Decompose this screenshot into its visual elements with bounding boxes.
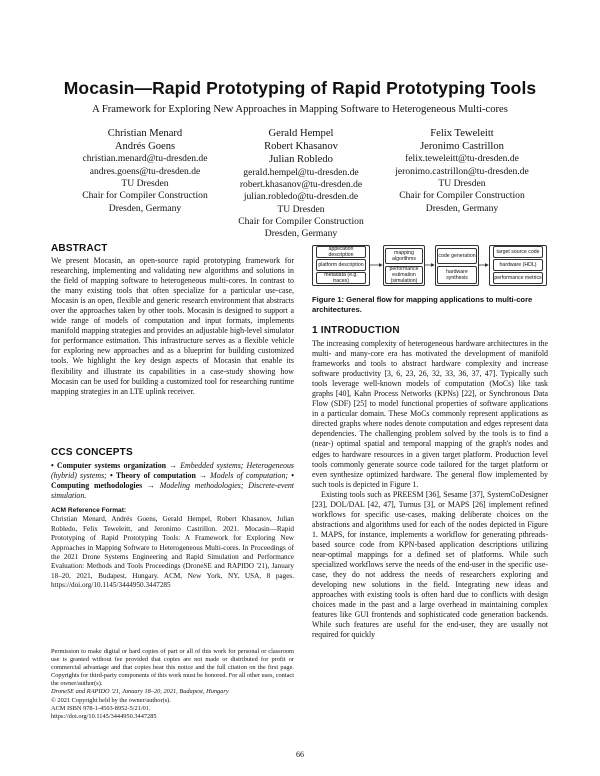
acm-ref-text: Christian Menard, Andrés Goens, Gerald Hempel, Robert Khasanov, Julian Robledo, Felix Teweleitt, and Jeronimo Castrillon. 2021. Mocasin—Rapid Prototyping of Rapid Prototyping Tools: A Framework for Exploring New Approaches in Mapping Software to Heterogeneous Multi-cores. In Proceedings of the 2021 Drone Systems Engineering and Rapid Simulation and Performance Evaluation: Methods and Tools Proceedings (DroneSE and RAPIDO '21), January 18–20, 2021, Budapest, Hungary. ACM, New York, NY, USA, 8 pages. https://doi.org/10.1145/3444950.3447285 bbox=[51, 515, 294, 590]
author-email: jeronimo.castrillon@tu-dresden.de bbox=[395, 165, 529, 177]
figure-box-codegen: code generation bbox=[437, 248, 477, 264]
author-affiliation: TU Dresden bbox=[438, 178, 486, 189]
ccs-item-bold: • Theory of computation bbox=[110, 471, 196, 481]
permission-text: Permission to make digital or hard copies of part or all of this work for personal or classroom use is granted without fee provided that copies are not made or distributed for profit or commercial advantage and that copies bear this notice and the full citation on the first page. Copyrights for third-party components of this work must be honored. For all other uses, contact the owner/author(s). bbox=[51, 648, 294, 688]
isbn-line: ACM ISBN 978-1-4503-8952-5/21/01. bbox=[51, 704, 151, 712]
ccs-item-rest: → Modeling methodologies; Discrete-event simulation. bbox=[51, 481, 294, 501]
author-email: christian.menard@tu-dresden.de bbox=[82, 153, 208, 165]
figure-box-application: application description bbox=[316, 246, 366, 258]
author-affiliation: Chair for Compiler Construction bbox=[399, 190, 525, 202]
copyright-line: © 2021 Copyright held by the owner/author(s). bbox=[51, 696, 171, 704]
author-name: Christian Menard bbox=[107, 128, 183, 139]
author-name: Julian Robledo bbox=[269, 154, 333, 166]
acm-reference bbox=[51, 506, 294, 591]
author-location: Dresden, Germany bbox=[425, 202, 499, 214]
author-name: Felix Teweleitt bbox=[430, 128, 494, 139]
page-number: 66 bbox=[296, 750, 304, 759]
ccs-item-rest: → Models of computation; bbox=[195, 471, 292, 481]
figure-caption: Figure 1: General flow for mapping applications to multi-core architectures. bbox=[312, 295, 533, 314]
figure-box-performance: performance estimation (simulation) bbox=[385, 266, 423, 284]
author-location: Dresden, Germany bbox=[108, 202, 182, 214]
figure-box-target-code: target source code bbox=[493, 246, 543, 258]
ccs-heading: CCS CONCEPTS bbox=[51, 447, 133, 458]
ccs-concepts bbox=[51, 461, 294, 501]
intro-heading: 1 INTRODUCTION bbox=[312, 325, 400, 336]
author-name: Robert Khasanov bbox=[264, 141, 338, 153]
acm-ref-heading: ACM Reference Format: bbox=[51, 507, 127, 514]
author-affiliation: Chair for Compiler Construction bbox=[238, 215, 364, 227]
intro-paragraph-2: Existing tools such as PREESM [36], Sesame [37], SystemCoDesigner [23], DOL/DAL [42, 47], Turnus [3], or MAPS [26] implement refined workflows for specific use-cases, making deliberate choices on the abstractions and algorithms used for each of the nodes depicted in Figure 1. MAPS, for instance, implements a workflow for generating pthreads-based source code from KPN-based application descriptions utilizing near-optimal mappings for a defined set of platforms. While such specialized workflows serve the needs of the end-user in the specific use-case, they do not address the needs of researchers exploring and developing new solutions in the field. Integrating new ideas and approaches with existing tools is often hard due to conflicts with design choices made in the past and a large overhead in maintaining complex features like GUI frontends and sophisticated code generation backends. While such features are useful for the end-user, they are usually not required for quickly bbox=[312, 489, 548, 640]
author-email: felix.teweleitt@tu-dresden.de bbox=[405, 153, 519, 165]
author-name: Jeronimo Castrillon bbox=[420, 141, 504, 153]
author-email: andres.goens@tu-dresden.de bbox=[89, 165, 201, 177]
abstract-paragraph: We present Mocasin, an open-source rapid prototyping framework for researching, implementing and validating new algorithms and solutions in the field of mapping software to heterogeneous multi-cores. In contrast to the many existing tools that often specialize for a particular use-case, Mocasin is an open, flexible and generic research environment that abstracts over the approaches taken by other tools. Mocasin is designed to support a wide range of models of computation and input formats, implements manifold mapping strategies and provides an adjustable high-level simulator for performance estimation. This infrastructure serves as a flexible vehicle for exploring new approaches and as a blueprint for building customized tools. We highlight the key design aspects of Mocasin that enable its flexibility and illustrate its capabilities in a case-study showing how Mocasin can be used for building a customized tool for researching runtime mapping strategies in an LTE uplink receiver. bbox=[51, 256, 294, 396]
author-location: Dresden, Germany bbox=[264, 228, 338, 240]
doi-line: https://doi.org/10.1145/3444950.3447285 bbox=[51, 712, 157, 720]
intro-paragraph-1: The increasing complexity of heterogeneous hardware architectures in the multi- and many-core era has motivated the development of manifold frameworks and tools to abstract hardware complexity and increase software productivity [3, 6, 23, 26, 32, 33, 36, 37, 47]. Typically such tools leverage well-known models of computation (MoCs) like task graphs [40], Kahn Process Networks (KPNs) [22], or Synchronous Data Flow (SDF) [25] to model functional properties of software applications in a particular domain. These MoCs commonly represent applications as directed graphs where nodes denote computation and edges represent data dependencies. The challenging problem solved by the tools is to find a (near-) optimal spatial and temporal mapping of the graph's nodes and edges to hardware resources in a given target platform. Production level tools commonly generate source code tailored for the target platform or even synthesize optimized hardware. The general flow implemented by such tools is depicted in Figure 1. bbox=[312, 339, 548, 489]
author-block-left bbox=[70, 127, 220, 215]
conference-line: DroneSE and RAPIDO '21, January 18–20, 2021, Budapest, Hungary bbox=[51, 688, 229, 696]
abstract-text bbox=[51, 256, 294, 397]
author-block-right bbox=[382, 127, 542, 215]
ccs-item-bold: • Computer systems organization bbox=[51, 461, 167, 470]
author-block-middle bbox=[223, 127, 379, 240]
figure-1 bbox=[312, 245, 546, 285]
author-affiliation: TU Dresden bbox=[121, 178, 169, 189]
author-affiliation: Chair for Compiler Construction bbox=[82, 190, 208, 202]
permission-block bbox=[51, 648, 294, 721]
author-email: robert.khasanov@tu-dresden.de bbox=[239, 178, 363, 190]
figure-box-metrics: performance metrics bbox=[493, 272, 543, 284]
figure-box-metadata: metadata (e.g. traces) bbox=[316, 272, 366, 284]
figure-box-platform: platform description bbox=[316, 259, 366, 271]
figure-box-mapping: mapping algorithms bbox=[385, 248, 423, 264]
author-name: Andrés Goens bbox=[114, 141, 176, 153]
paper-subtitle: A Framework for Exploring New Approaches in Mapping Software to Heterogeneous Multi-cores bbox=[92, 104, 508, 115]
author-email: julian.robledo@tu-dresden.de bbox=[243, 191, 359, 203]
figure-box-hwsynth: hardware synthesis bbox=[437, 266, 477, 284]
author-name: Gerald Hempel bbox=[268, 128, 334, 139]
paper-title: Mocasin—Rapid Prototyping of Rapid Prototyping Tools bbox=[63, 78, 537, 98]
figure-box-hdl: hardware (HDL) bbox=[493, 259, 543, 271]
intro-text bbox=[312, 339, 548, 640]
author-email: gerald.hempel@tu-dresden.de bbox=[243, 166, 359, 178]
abstract-heading: ABSTRACT bbox=[51, 243, 108, 254]
ccs-item-rest: → Embedded systems; Heterogeneous (hybrid) systems; bbox=[51, 461, 295, 481]
ccs-item-bold: • Computing methodologies bbox=[51, 471, 294, 491]
author-affiliation: TU Dresden bbox=[277, 203, 325, 215]
